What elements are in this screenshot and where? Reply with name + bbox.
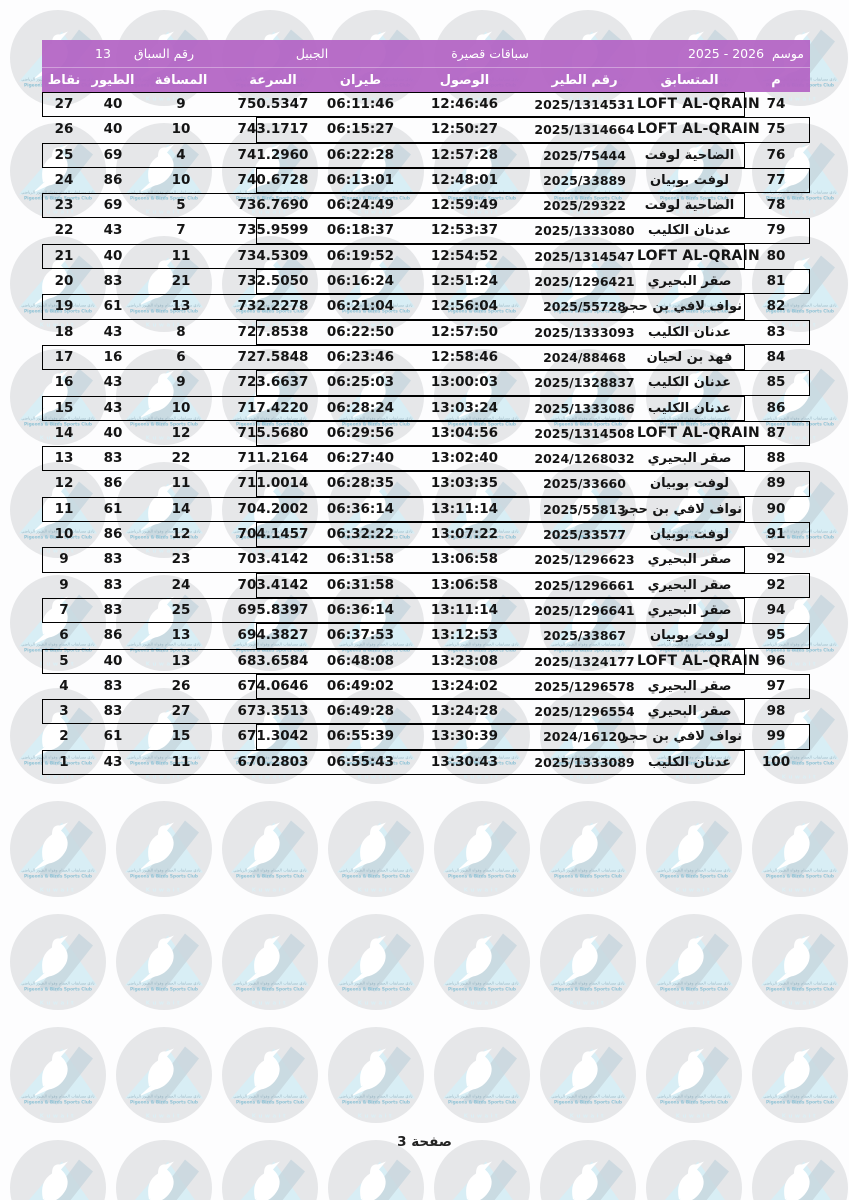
table-row (42, 168, 810, 193)
cell-distance: 5 (176, 197, 186, 214)
race-type: سباقات قصيرة (451, 46, 529, 61)
cell-flight: 06:21:04 (326, 298, 395, 315)
cell-fancier: نواف لافي بن حجر (621, 729, 742, 745)
cell-speed: 670.2803 (237, 753, 309, 770)
cell-flight: 06:49:28 (326, 703, 395, 720)
cell-ring: 2025/55728 (543, 299, 626, 315)
cell-ring: 2025/1296641 (534, 602, 635, 618)
cell-speed: 743.1717 (237, 121, 309, 138)
cell-birds: 43 (103, 374, 123, 391)
cell-flight: 06:19:52 (326, 247, 395, 264)
page-footer (0, 1134, 849, 1150)
cell-flight: 06:31:58 (326, 576, 395, 593)
cell-points: 4 (59, 677, 69, 694)
cell-distance: 21 (171, 273, 191, 290)
cell-ring: 2025/1333093 (534, 324, 635, 340)
table-row (42, 117, 810, 142)
cell-points: 27 (54, 96, 74, 112)
cell-points: 9 (59, 551, 69, 568)
cell-fancier: عدنان الكليب (647, 324, 732, 340)
cell-birds: 43 (103, 753, 123, 770)
season (688, 40, 804, 67)
cell-distance: 11 (171, 247, 191, 264)
cell-flight: 06:32:22 (326, 526, 395, 543)
cell-points: 23 (54, 197, 74, 214)
cell-ring: 2025/33660 (543, 476, 626, 492)
cell-m: 80 (766, 247, 786, 264)
table-row (42, 294, 810, 319)
cell-m: 94 (766, 601, 786, 618)
cell-birds: 40 (103, 652, 123, 669)
cell-speed: 703.4142 (237, 576, 309, 593)
cell-flight: 06:28:35 (326, 475, 395, 492)
cell-flight: 06:15:27 (326, 121, 395, 138)
cell-speed: 732.2278 (237, 298, 309, 315)
page-number: صفحة 3 (397, 1134, 452, 1150)
cell-m: 78 (766, 197, 786, 214)
cell-speed: 711.0014 (237, 475, 309, 492)
table-row (42, 421, 810, 446)
cell-distance: 4 (176, 146, 186, 163)
cell-points: 2 (59, 728, 69, 745)
cell-birds: 86 (103, 475, 123, 492)
race-location: الجبيل (295, 46, 329, 61)
table-row (42, 143, 810, 168)
cell-m: 92 (766, 551, 786, 568)
season-label: موسم (772, 46, 804, 61)
cell-points: 1 (59, 753, 69, 770)
cell-points: 5 (59, 652, 69, 669)
cell-birds: 43 (103, 222, 123, 239)
cell-ring: 2025/1296578 (534, 678, 635, 694)
cell-flight: 06:16:24 (326, 273, 395, 290)
cell-fancier: عدنان الكليب (647, 400, 732, 416)
cell-fancier: لوفت بوبيان (649, 527, 730, 543)
cell-flight: 06:11:46 (326, 96, 395, 112)
cell-fancier: صقر البحيري (647, 704, 732, 720)
cell-distance: 25 (171, 601, 191, 618)
cell-fancier: LOFT AL-QRAIN (637, 247, 760, 264)
table-row (42, 244, 810, 269)
cell-distance: 8 (176, 323, 186, 340)
table-row (42, 649, 810, 674)
cell-fancier: نواف لافي بن حجر (621, 299, 742, 315)
cell-speed: 723.6637 (237, 374, 309, 391)
col-header-distance: المسافة (154, 72, 208, 88)
cell-arrival: 13:00:03 (430, 374, 499, 391)
cell-arrival: 12:53:37 (430, 222, 499, 239)
cell-arrival: 12:54:52 (430, 247, 499, 264)
cell-flight: 06:28:24 (326, 399, 395, 416)
cell-fancier: صقر البحيري (647, 274, 732, 290)
cell-fancier: LOFT AL-QRAIN (637, 121, 760, 138)
cell-arrival: 12:51:24 (430, 273, 499, 290)
col-header-points: نقاط (47, 72, 81, 88)
season-years: 2025 - 2026 (687, 46, 765, 61)
table-row (42, 750, 810, 775)
cell-m: 86 (766, 399, 786, 416)
table-row (42, 320, 810, 345)
cell-distance: 10 (171, 171, 191, 188)
cell-distance: 11 (171, 753, 191, 770)
cell-points: 7 (59, 601, 69, 618)
results-table (42, 40, 810, 775)
cell-points: 22 (54, 222, 74, 239)
col-header-rank: م (771, 72, 781, 88)
table-row (42, 269, 810, 294)
cell-speed: 715.5680 (237, 424, 309, 441)
cell-speed: 732.5050 (237, 273, 309, 290)
cell-speed: 673.3513 (237, 703, 309, 720)
cell-flight: 06:23:46 (326, 348, 395, 365)
table-header-band (42, 40, 810, 92)
cell-m: 79 (766, 222, 786, 239)
col-header-birds: الطيور (91, 72, 135, 88)
cell-points: 9 (59, 576, 69, 593)
cell-fancier: LOFT AL-QRAIN (637, 652, 760, 669)
cell-fancier: فهد بن لحيان (646, 349, 733, 365)
cell-arrival: 12:48:01 (430, 171, 499, 188)
cell-m: 87 (766, 424, 786, 441)
cell-birds: 61 (103, 728, 123, 745)
cell-flight: 06:22:50 (326, 323, 395, 340)
cell-speed: 694.3827 (237, 627, 309, 644)
cell-birds: 83 (103, 551, 123, 568)
table-row (42, 699, 810, 724)
cell-flight: 06:37:53 (326, 627, 395, 644)
cell-points: 25 (54, 146, 74, 163)
table-row (42, 674, 810, 699)
cell-speed: 740.6728 (237, 171, 309, 188)
cell-flight: 06:27:40 (326, 450, 395, 467)
cell-ring: 2025/1328837 (534, 375, 635, 391)
cell-speed: 741.2960 (237, 146, 309, 163)
cell-distance: 26 (171, 677, 191, 694)
cell-birds: 16 (103, 348, 123, 365)
cell-birds: 40 (103, 121, 123, 138)
cell-arrival: 13:30:43 (430, 753, 499, 770)
cell-points: 14 (54, 424, 74, 441)
table-row (42, 396, 810, 421)
cell-fancier: لوفت بوبيان (649, 628, 730, 644)
cell-flight: 06:36:14 (326, 500, 395, 517)
column-header-row (42, 67, 810, 92)
cell-birds: 40 (103, 247, 123, 264)
cell-distance: 10 (171, 121, 191, 138)
cell-speed: 695.8397 (237, 601, 309, 618)
cell-fancier: صقر البحيري (647, 602, 732, 618)
cell-m: 81 (766, 273, 786, 290)
cell-arrival: 13:11:14 (430, 601, 499, 618)
cell-points: 24 (54, 171, 74, 188)
cell-flight: 06:29:56 (326, 424, 395, 441)
cell-fancier: عدنان الكليب (647, 375, 732, 391)
cell-m: 98 (766, 703, 786, 720)
table-row (42, 345, 810, 370)
cell-m: 96 (766, 652, 786, 669)
cell-m: 77 (766, 171, 786, 188)
cell-m: 75 (766, 121, 786, 138)
cell-speed: 704.1457 (237, 526, 309, 543)
cell-arrival: 12:50:27 (430, 121, 499, 138)
cell-arrival: 13:06:58 (430, 576, 499, 593)
cell-speed: 734.5309 (237, 247, 309, 264)
cell-distance: 9 (176, 96, 186, 112)
cell-m: 83 (766, 323, 786, 340)
race-info-row (42, 40, 810, 67)
cell-arrival: 12:56:04 (430, 298, 499, 315)
cell-fancier: لوفت بوبيان (649, 172, 730, 188)
cell-arrival: 12:46:46 (430, 96, 499, 112)
cell-ring: 2025/75444 (543, 147, 626, 163)
cell-distance: 23 (171, 551, 191, 568)
cell-points: 18 (54, 323, 74, 340)
cell-distance: 13 (171, 298, 191, 315)
cell-birds: 83 (103, 576, 123, 593)
table-row (42, 547, 810, 572)
cell-fancier: LOFT AL-QRAIN (637, 424, 760, 441)
cell-m: 76 (766, 146, 786, 163)
cell-speed: 727.8538 (237, 323, 309, 340)
cell-ring: 2024/16120 (543, 729, 626, 745)
cell-ring: 2025/55813 (543, 501, 626, 517)
cell-ring: 2025/1296623 (534, 552, 635, 568)
cell-arrival: 13:02:40 (430, 450, 499, 467)
cell-distance: 10 (171, 399, 191, 416)
cell-arrival: 13:07:22 (430, 526, 499, 543)
cell-ring: 2025/29322 (543, 198, 626, 214)
cell-arrival: 12:59:49 (430, 197, 499, 214)
cell-fancier: نواف لافي بن حجر (621, 501, 742, 517)
cell-ring: 2024/88468 (543, 349, 626, 365)
cell-speed: 735.9599 (237, 222, 309, 239)
cell-fancier: LOFT AL-QRAIN (637, 96, 760, 112)
cell-birds: 43 (103, 399, 123, 416)
cell-flight: 06:55:39 (326, 728, 395, 745)
cell-fancier: صقر البحيري (647, 451, 732, 467)
cell-points: 20 (54, 273, 74, 290)
cell-flight: 06:25:03 (326, 374, 395, 391)
cell-arrival: 13:04:56 (430, 424, 499, 441)
col-header-flight: طيران (339, 72, 382, 88)
cell-m: 95 (766, 627, 786, 644)
table-row (42, 92, 810, 117)
table-body (42, 92, 810, 775)
cell-distance: 27 (171, 703, 191, 720)
cell-flight: 06:22:28 (326, 146, 395, 163)
cell-points: 15 (54, 399, 74, 416)
cell-birds: 69 (103, 146, 123, 163)
cell-fancier: عدنان الكليب (647, 223, 732, 239)
cell-ring: 2025/1333089 (534, 754, 635, 770)
cell-arrival: 13:30:39 (430, 728, 499, 745)
cell-birds: 86 (103, 526, 123, 543)
cell-m: 90 (766, 500, 786, 517)
cell-speed: 704.2002 (237, 500, 309, 517)
cell-speed: 671.3042 (237, 728, 309, 745)
cell-fancier: صقر البحيري (647, 577, 732, 593)
cell-m: 88 (766, 450, 786, 467)
table-row (42, 193, 810, 218)
col-header-speed: السرعة (249, 72, 297, 88)
cell-fancier: لوفت بوبيان (649, 476, 730, 492)
cell-flight: 06:18:37 (326, 222, 395, 239)
table-row (42, 370, 810, 395)
race-number: 13 (95, 46, 111, 61)
cell-arrival: 13:24:28 (430, 703, 499, 720)
cell-points: 19 (54, 298, 74, 315)
cell-m: 100 (761, 753, 791, 770)
cell-arrival: 13:24:02 (430, 677, 499, 694)
cell-birds: 83 (103, 601, 123, 618)
cell-arrival: 12:57:28 (430, 146, 499, 163)
cell-speed: 683.6584 (237, 652, 309, 669)
cell-fancier: عدنان الكليب (647, 754, 732, 770)
cell-arrival: 13:11:14 (430, 500, 499, 517)
table-row (42, 471, 810, 496)
cell-birds: 61 (103, 500, 123, 517)
cell-fancier: صقر البحيري (647, 552, 732, 568)
cell-birds: 86 (103, 171, 123, 188)
cell-flight: 06:24:49 (326, 197, 395, 214)
cell-ring: 2025/33577 (543, 527, 626, 543)
cell-points: 21 (54, 247, 74, 264)
cell-m: 82 (766, 298, 786, 315)
cell-distance: 24 (171, 576, 191, 593)
cell-ring: 2025/1296661 (534, 577, 635, 593)
cell-m: 84 (766, 348, 786, 365)
cell-arrival: 12:57:50 (430, 323, 499, 340)
cell-distance: 11 (171, 475, 191, 492)
cell-points: 11 (54, 500, 74, 517)
cell-speed: 727.5848 (237, 348, 309, 365)
cell-birds: 83 (103, 450, 123, 467)
cell-speed: 717.4220 (237, 399, 309, 416)
table-row (42, 623, 810, 648)
cell-m: 91 (766, 526, 786, 543)
cell-arrival: 13:06:58 (430, 551, 499, 568)
cell-arrival: 13:03:35 (430, 475, 499, 492)
cell-ring: 2025/1314508 (534, 425, 635, 441)
race-number-label: رقم السباق (134, 46, 195, 61)
col-header-arrival: الوصول (439, 72, 490, 88)
cell-birds: 86 (103, 627, 123, 644)
cell-distance: 14 (171, 500, 191, 517)
cell-speed: 711.2164 (237, 450, 309, 467)
cell-distance: 22 (171, 450, 191, 467)
cell-fancier: صقر البحيري (647, 678, 732, 694)
cell-flight: 06:13:01 (326, 171, 395, 188)
cell-distance: 12 (171, 526, 191, 543)
cell-fancier: الضاحية لوفت (644, 198, 735, 214)
cell-m: 89 (766, 475, 786, 492)
cell-birds: 43 (103, 323, 123, 340)
cell-ring: 2025/1333086 (534, 400, 635, 416)
table-row (42, 446, 810, 471)
cell-birds: 40 (103, 96, 123, 112)
cell-speed: 674.0646 (237, 677, 309, 694)
cell-points: 17 (54, 348, 74, 365)
cell-distance: 13 (171, 652, 191, 669)
col-header-ring: رقم الطير (551, 72, 618, 88)
cell-m: 92 (766, 576, 786, 593)
cell-points: 6 (59, 627, 69, 644)
col-header-fancier: المتسابق (660, 72, 719, 88)
cell-arrival: 13:23:08 (430, 652, 499, 669)
cell-m: 97 (766, 677, 786, 694)
cell-ring: 2024/1268032 (534, 451, 635, 467)
cell-ring: 2025/33889 (543, 172, 626, 188)
cell-birds: 69 (103, 197, 123, 214)
cell-ring: 2025/1314664 (534, 122, 635, 138)
cell-speed: 750.5347 (237, 96, 309, 112)
cell-ring: 2025/33867 (543, 628, 626, 644)
cell-points: 26 (54, 121, 74, 138)
cell-ring: 2025/1296421 (534, 274, 635, 290)
cell-distance: 15 (171, 728, 191, 745)
cell-points: 3 (59, 703, 69, 720)
cell-arrival: 13:03:24 (430, 399, 499, 416)
cell-distance: 6 (176, 348, 186, 365)
cell-birds: 83 (103, 677, 123, 694)
table-row (42, 598, 810, 623)
cell-ring: 2025/1314547 (534, 248, 635, 264)
cell-birds: 83 (103, 703, 123, 720)
cell-m: 74 (766, 96, 786, 112)
cell-arrival: 12:58:46 (430, 348, 499, 365)
cell-distance: 7 (176, 222, 186, 239)
cell-flight: 06:48:08 (326, 652, 395, 669)
cell-distance: 9 (176, 374, 186, 391)
table-row (42, 218, 810, 243)
cell-fancier: الضاحية لوفت (644, 147, 735, 163)
cell-birds: 83 (103, 273, 123, 290)
cell-arrival: 13:12:53 (430, 627, 499, 644)
cell-flight: 06:36:14 (326, 601, 395, 618)
table-row (42, 724, 810, 749)
cell-points: 16 (54, 374, 74, 391)
table-row (42, 573, 810, 598)
cell-flight: 06:31:58 (326, 551, 395, 568)
cell-ring: 2025/1324177 (534, 653, 635, 669)
cell-distance: 13 (171, 627, 191, 644)
cell-speed: 736.7690 (237, 197, 309, 214)
cell-flight: 06:49:02 (326, 677, 395, 694)
cell-flight: 06:55:43 (326, 753, 395, 770)
cell-ring: 2025/1333080 (534, 223, 635, 239)
cell-birds: 40 (103, 424, 123, 441)
cell-points: 10 (54, 526, 74, 543)
cell-ring: 2025/1314531 (534, 97, 635, 112)
cell-birds: 61 (103, 298, 123, 315)
table-row (42, 497, 810, 522)
table-row (42, 522, 810, 547)
cell-ring: 2025/1296554 (534, 704, 635, 720)
cell-distance: 12 (171, 424, 191, 441)
cell-points: 12 (54, 475, 74, 492)
cell-speed: 703.4142 (237, 551, 309, 568)
cell-m: 99 (766, 728, 786, 745)
cell-points: 13 (54, 450, 74, 467)
cell-m: 85 (766, 374, 786, 391)
